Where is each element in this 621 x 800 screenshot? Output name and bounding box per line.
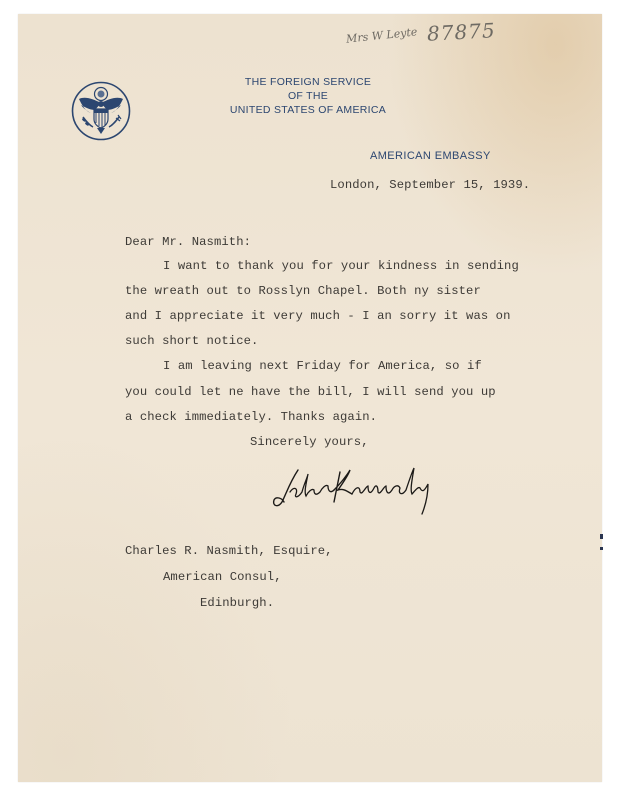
signature [268,462,468,516]
recipient-title: American Consul, [163,570,282,584]
body-line: I am leaving next Friday for America, so if [163,359,482,373]
closing: Sincerely yours, [250,435,369,449]
edge-mark [600,547,603,550]
great-seal-icon [71,81,131,141]
body-line: such short notice. [125,334,259,348]
body-line: a check immediately. Thanks again. [125,410,378,424]
recipient-city: Edinburgh. [200,596,275,610]
salutation: Dear Mr. Nasmith: [125,235,252,249]
pencil-annotation [346,20,495,44]
dateline: London, September 15, 1939. [330,178,531,192]
letterhead-line-1: THE FOREIGN SERVICE [244,76,372,88]
recipient-name: Charles R. Nasmith, Esquire, [125,544,333,558]
letterhead [218,75,398,117]
body-line: the wreath out to Rosslyn Chapel. Both ny sister [125,284,481,298]
body-line: and I appreciate it very much - I an sorry it was on [125,309,511,323]
letterhead-line-2: OF THE [287,90,329,102]
letterhead-line-3: UNITED STATES OF AMERICA [229,104,387,116]
pencil-note: Mrs W Leyte [345,25,418,46]
edge-mark [600,534,603,539]
body-line: I want to thank you for your kindness in sending [163,259,519,273]
body-line: you could let ne have the bill, I will send you up [125,385,496,399]
office-heading: AMERICAN EMBASSY [370,150,491,162]
pencil-inventory-number: 87875 [425,18,496,46]
